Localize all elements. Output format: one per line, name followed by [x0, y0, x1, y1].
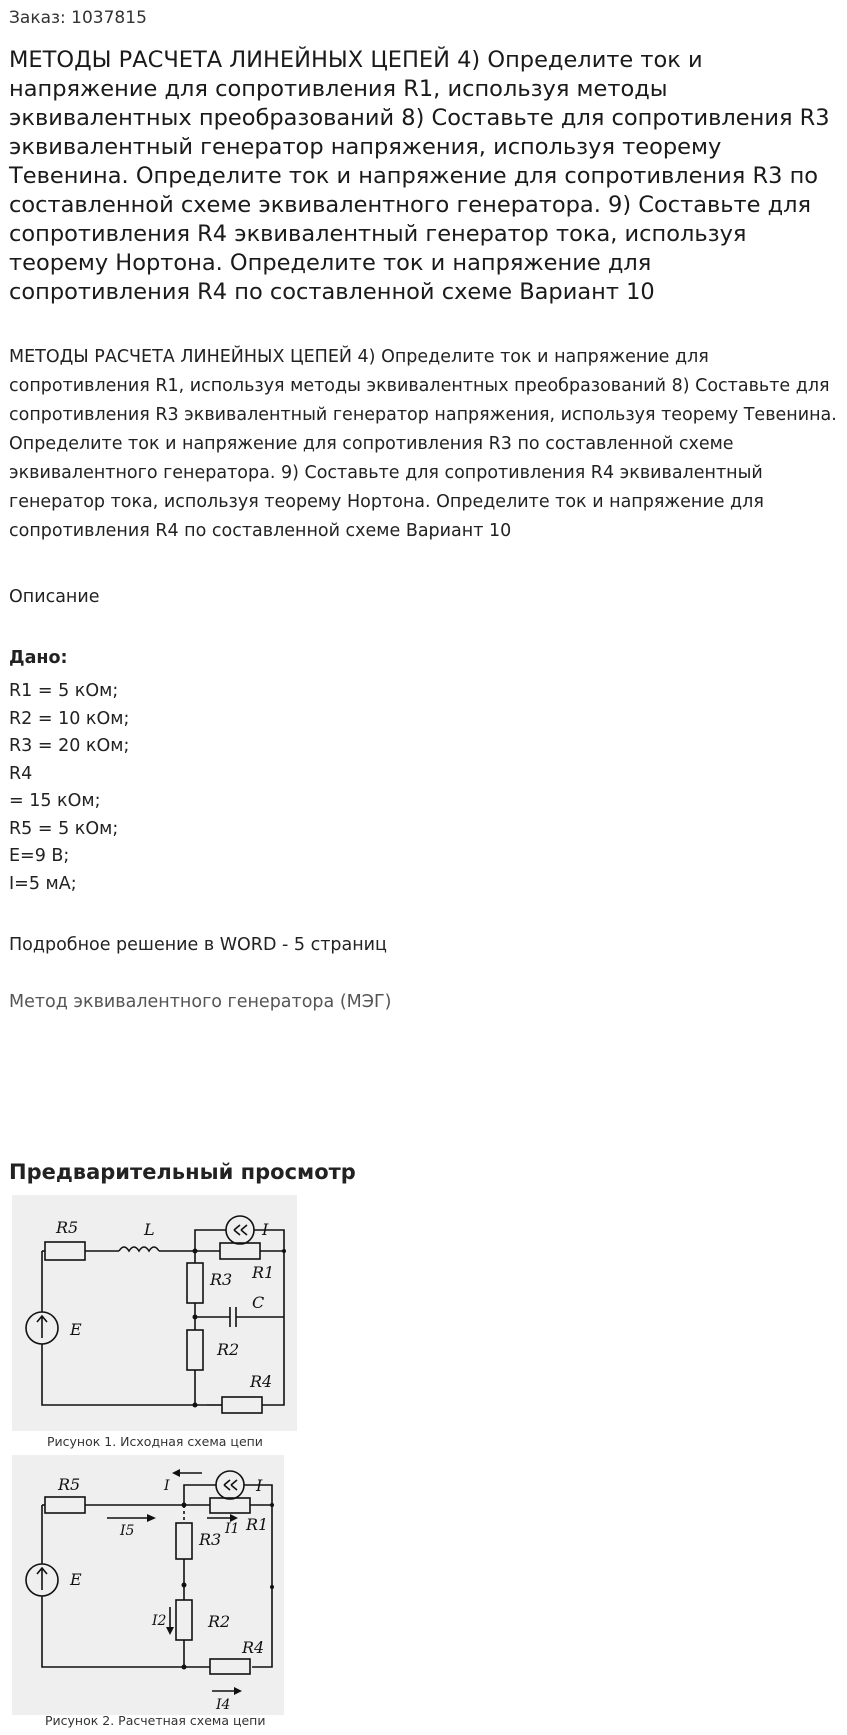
- i-label: I: [256, 1476, 263, 1495]
- method-text: Метод эквивалентного генератора (МЭГ): [9, 992, 392, 1012]
- circuit-diagram-1: [12, 1195, 297, 1431]
- i5-label: I5: [120, 1523, 135, 1539]
- r5-label: R5: [56, 1218, 79, 1237]
- page-title: МЕТОДЫ РАСЧЕТА ЛИНЕЙНЫХ ЦЕПЕЙ 4) Определите ток и напряжение для сопротивления R1, используя методы эквивалентных преобразований 8) Составьте для сопротивления R3 эквивалентный генератор напряжения, используя теорему Тевенина. Определите ток и напряжение для сопротивления R3 по составленной схеме эквивалентного генератора. 9) Составьте для сопротивления R4 эквивалентный генератор тока, используя теорему Нортона. Определите ток и напряжение для сопротивления R4 по составленной схеме Вариант 10: [9, 47, 830, 305]
- given-item: R4: [9, 763, 33, 784]
- description-label: Описание: [9, 587, 100, 607]
- r3-label: R3: [210, 1270, 233, 1289]
- e-label: E: [70, 1570, 82, 1589]
- given-item: E=9 В;: [9, 846, 70, 866]
- given-item: R3 = 20 кОм;: [9, 736, 130, 756]
- i-label: I: [262, 1220, 269, 1239]
- figure-1-caption: Рисунок 1. Исходная схема цепи: [47, 1434, 263, 1449]
- e-label: E: [70, 1320, 82, 1339]
- given-item: R1 = 5 кОм;: [9, 681, 119, 701]
- r2-label: R2: [217, 1340, 240, 1359]
- r4-label: R4: [250, 1372, 273, 1391]
- given-item: I=5 мА;: [9, 873, 77, 894]
- order-number: Заказ: 1037815: [9, 8, 147, 28]
- l-label: L: [144, 1220, 155, 1239]
- r2-label: R2: [208, 1612, 231, 1631]
- c-label: C: [252, 1293, 265, 1312]
- given-item: R2 = 10 кОм;: [9, 708, 130, 729]
- circuit-figure-1: [12, 1195, 297, 1431]
- i4-label: I4: [216, 1697, 231, 1713]
- r1-label: R1: [246, 1515, 269, 1534]
- r1-label: R1: [252, 1263, 275, 1282]
- circuit-diagram-2: [12, 1455, 284, 1715]
- given-title: Дано:: [9, 648, 68, 668]
- i-top-label: I: [164, 1478, 170, 1494]
- description-text: МЕТОДЫ РАСЧЕТА ЛИНЕЙНЫХ ЦЕПЕЙ 4) Определите ток и напряжение для сопротивления R1, используя методы эквивалентных преобразований 8) Составьте для сопротивления R3 эквивалентный генератор напряжения, используя теорему Тевенина. Определите ток и напряжение для сопротивления R3 по составленной схеме эквивалентного генератора. 9) Составьте для сопротивления R4 эквивалентный генератор тока, используя теорему Нортона. Определите ток и напряжение для сопротивления R4 по составленной схеме Вариант 10: [9, 347, 837, 541]
- figure-2-caption: Рисунок 2. Расчетная схема цепи: [45, 1713, 266, 1728]
- i2-label: I2: [152, 1613, 167, 1629]
- given-item: = 15 кОм;: [9, 791, 101, 811]
- given-item: R5 = 5 кОм;: [9, 818, 119, 839]
- r4-label: R4: [242, 1638, 265, 1657]
- i1-label: I1: [225, 1521, 240, 1537]
- r3-label: R3: [199, 1530, 222, 1549]
- word-info: Подробное решение в WORD - 5 страниц: [9, 935, 387, 955]
- preview-title: Предварительный просмотр: [9, 1160, 356, 1184]
- r5-label: R5: [58, 1475, 81, 1494]
- circuit-figure-2: [12, 1455, 284, 1715]
- given-list: [9, 678, 129, 898]
